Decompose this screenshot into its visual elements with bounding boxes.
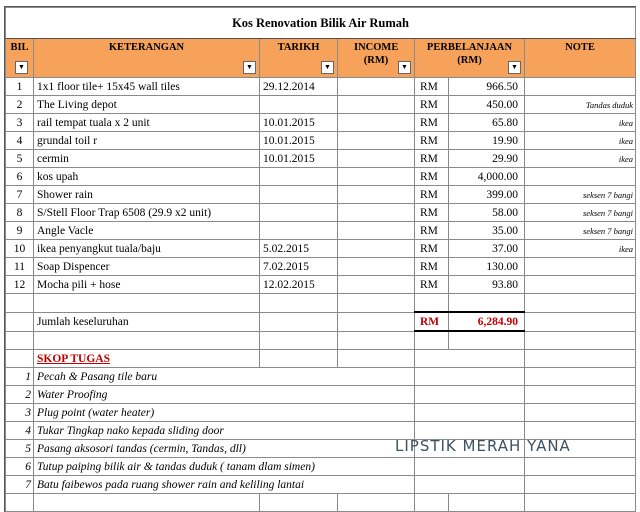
empty-cell[interactable] [525,294,636,313]
cell-rm[interactable]: RM [415,150,449,168]
empty-cell[interactable] [415,386,525,404]
empty-cell[interactable] [415,294,449,313]
total-rm[interactable]: RM [415,312,449,331]
empty-cell[interactable] [338,294,415,313]
empty-cell[interactable] [34,294,260,313]
table-row [6,114,636,132]
cell-income[interactable] [338,78,415,96]
empty-cell[interactable] [525,350,636,368]
cell-amount[interactable]: 65.80 [449,114,525,132]
cell-bil[interactable]: 4 [6,132,34,150]
empty-cell[interactable] [415,350,525,368]
cell-rm[interactable]: RM [415,78,449,96]
cell-keterangan[interactable]: ikea penyangkut tuala/baju [34,240,260,258]
empty-cell[interactable] [6,312,34,331]
empty-cell[interactable] [449,494,525,512]
header-bil: BIL ▼ [6,39,34,78]
empty-cell[interactable] [6,331,34,350]
empty-cell[interactable] [34,331,260,350]
filter-dropdown-icon[interactable]: ▼ [15,61,28,74]
skop-item-row [6,476,636,494]
cell-note[interactable] [525,168,636,186]
skop-item-text[interactable]: Batu faibewos pada ruang shower rain and keliling lantai [34,476,415,494]
empty-cell[interactable] [260,331,338,350]
cell-tarikh[interactable]: 5.02.2015 [260,240,338,258]
cell-note[interactable] [525,258,636,276]
empty-cell[interactable] [415,404,525,422]
cell-note[interactable]: ikea [525,132,636,150]
skop-item-text[interactable]: Pecah & Pasang tile baru [34,368,415,386]
cell-keterangan[interactable]: rail tempat tuala x 2 unit [34,114,260,132]
cell-amount[interactable]: 130.00 [449,258,525,276]
empty-cell[interactable] [415,368,525,386]
cell-income[interactable] [338,240,415,258]
empty-cell[interactable] [525,331,636,350]
cell-income[interactable] [338,168,415,186]
cell-note[interactable]: seksen 7 bangi [525,222,636,240]
cell-bil[interactable]: 7 [6,186,34,204]
empty-cell[interactable] [525,386,636,404]
cell-amount[interactable]: 35.00 [449,222,525,240]
filter-dropdown-icon[interactable]: ▼ [321,61,334,74]
cell-rm[interactable]: RM [415,222,449,240]
empty-row [6,494,636,512]
cell-rm[interactable]: RM [415,240,449,258]
skop-item-number[interactable]: 2 [6,386,34,404]
watermark: LIPSTIK MERAH YANA [395,437,571,455]
cell-amount[interactable]: 29.90 [449,150,525,168]
cell-amount[interactable]: 58.00 [449,204,525,222]
table-row [6,276,636,294]
cell-note[interactable]: seksen 7 bangi [525,204,636,222]
cell-amount[interactable]: 37.00 [449,240,525,258]
cell-keterangan[interactable]: Shower rain [34,186,260,204]
cell-bil[interactable]: 3 [6,114,34,132]
header-note: NOTE [525,39,636,78]
empty-cell[interactable] [415,458,525,476]
skop-item-number[interactable]: 3 [6,404,34,422]
cell-note[interactable] [525,78,636,96]
skop-item-text[interactable]: Pasang aksosori tandas (cermin, Tandas, dll) [34,440,415,458]
cell-bil[interactable]: 8 [6,204,34,222]
cell-bil[interactable]: 2 [6,96,34,114]
cell-tarikh[interactable]: 12.02.2015 [260,276,338,294]
skop-item-number[interactable]: 4 [6,422,34,440]
cell-tarikh[interactable] [260,186,338,204]
table-row [6,186,636,204]
cell-amount[interactable]: 19.90 [449,132,525,150]
cell-note[interactable]: ikea [525,114,636,132]
skop-item-row [6,458,636,476]
total-amount[interactable]: 6,284.90 [449,312,525,331]
empty-cell[interactable] [260,312,338,331]
cell-amount[interactable]: 93.80 [449,276,525,294]
cell-amount[interactable]: 450.00 [449,96,525,114]
cell-bil[interactable]: 12 [6,276,34,294]
cell-bil[interactable]: 9 [6,222,34,240]
cell-tarikh[interactable]: 29.12.2014 [260,78,338,96]
cell-note[interactable]: ikea [525,150,636,168]
cell-note[interactable]: seksen 7 bangi [525,186,636,204]
skop-item-number[interactable]: 7 [6,476,34,494]
cell-note[interactable]: Tandas duduk [525,96,636,114]
empty-cell[interactable] [525,458,636,476]
header-row [6,39,636,78]
cell-tarikh[interactable] [260,204,338,222]
table-row [6,96,636,114]
cell-bil[interactable]: 10 [6,240,34,258]
skop-heading-row [6,350,636,368]
skop-item-text[interactable]: Tukar Tingkap nako kepada sliding door [34,422,415,440]
cell-keterangan[interactable]: 1x1 floor tile+ 15x45 wall tiles [34,78,260,96]
filter-dropdown-icon[interactable]: ▼ [508,61,521,74]
table-row [6,222,636,240]
cell-rm[interactable]: RM [415,96,449,114]
cell-keterangan[interactable]: cermin [34,150,260,168]
cell-income[interactable] [338,204,415,222]
cell-bil[interactable]: 5 [6,150,34,168]
cell-keterangan[interactable]: kos upah [34,168,260,186]
skop-item-row [6,386,636,404]
cell-note[interactable] [525,276,636,294]
cell-rm[interactable]: RM [415,258,449,276]
cell-rm[interactable]: RM [415,114,449,132]
cell-income[interactable] [338,186,415,204]
spreadsheet [4,6,636,512]
empty-cell[interactable] [6,350,34,368]
table-row [6,240,636,258]
cell-keterangan[interactable]: The Living depot [34,96,260,114]
empty-cell[interactable] [338,312,415,331]
skop-heading[interactable]: SKOP TUGAS [34,350,260,368]
cell-bil[interactable]: 1 [6,78,34,96]
cell-amount[interactable]: 399.00 [449,186,525,204]
cell-tarikh[interactable] [260,222,338,240]
cell-keterangan[interactable]: Angle Vacle [34,222,260,240]
cell-rm[interactable]: RM [415,186,449,204]
skop-item-number[interactable]: 1 [6,368,34,386]
skop-item-row [6,404,636,422]
cell-tarikh[interactable] [260,168,338,186]
table-row [6,150,636,168]
cell-tarikh[interactable] [260,96,338,114]
cell-tarikh[interactable]: 10.01.2015 [260,114,338,132]
cell-keterangan[interactable]: Mocha pili + hose [34,276,260,294]
empty-cell[interactable] [449,331,525,350]
empty-cell[interactable] [338,331,415,350]
cell-rm[interactable]: RM [415,168,449,186]
empty-cell[interactable] [449,294,525,313]
empty-cell[interactable] [525,404,636,422]
table-row [6,132,636,150]
cell-income[interactable] [338,276,415,294]
filter-dropdown-icon[interactable]: ▼ [243,61,256,74]
header-keterangan: KETERANGAN ▼ [34,39,260,78]
cell-keterangan[interactable]: S/Stell Floor Trap 6508 (29.9 x2 unit) [34,204,260,222]
cell-keterangan[interactable]: Soap Dispencer [34,258,260,276]
skop-item-text[interactable]: Tutup paiping bilik air & tandas duduk ( tanam dlam simen) [34,458,415,476]
skop-item-number[interactable]: 6 [6,458,34,476]
skop-item-row [6,368,636,386]
cell-amount[interactable]: 4,000.00 [449,168,525,186]
skop-item-number[interactable]: 5 [6,440,34,458]
empty-cell[interactable] [34,494,260,512]
cell-amount[interactable]: 966.50 [449,78,525,96]
cell-tarikh[interactable]: 7.02.2015 [260,258,338,276]
sheet-title: Kos Renovation Bilik Air Rumah [6,8,636,39]
empty-cell[interactable] [525,494,636,512]
skop-item-text[interactable]: Water Proofing [34,386,415,404]
cell-income[interactable] [338,258,415,276]
empty-cell[interactable] [525,312,636,331]
empty-cell[interactable] [6,494,34,512]
empty-cell[interactable] [415,494,449,512]
skop-item-text[interactable]: Plug point (water heater) [34,404,415,422]
cell-bil[interactable]: 6 [6,168,34,186]
cell-rm[interactable]: RM [415,276,449,294]
cell-tarikh[interactable]: 10.01.2015 [260,150,338,168]
cell-income[interactable] [338,96,415,114]
cell-income[interactable] [338,222,415,240]
cell-income[interactable] [338,132,415,150]
cell-bil[interactable]: 11 [6,258,34,276]
empty-cell[interactable] [525,476,636,494]
empty-cell[interactable] [415,476,525,494]
empty-cell[interactable] [260,294,338,313]
empty-cell[interactable] [338,494,415,512]
cell-income[interactable] [338,114,415,132]
table-row [6,168,636,186]
header-income: INCOME (RM) ▼ [338,39,415,78]
total-row [6,312,636,331]
table-row [6,258,636,276]
empty-cell[interactable] [6,294,34,313]
empty-row [6,294,636,313]
empty-cell[interactable] [415,331,449,350]
cell-income[interactable] [338,150,415,168]
cell-keterangan[interactable]: grundal toil r [34,132,260,150]
table-row [6,78,636,96]
empty-cell[interactable] [260,350,338,368]
table-row [6,204,636,222]
cell-tarikh[interactable]: 10.01.2015 [260,132,338,150]
empty-cell[interactable] [338,350,415,368]
empty-cell[interactable] [525,368,636,386]
filter-dropdown-icon[interactable]: ▼ [398,61,411,74]
empty-row [6,331,636,350]
cell-note[interactable]: ikea [525,240,636,258]
cell-rm[interactable]: RM [415,132,449,150]
empty-cell[interactable] [260,494,338,512]
cell-rm[interactable]: RM [415,204,449,222]
header-perbelanjaan: PERBELANJAAN (RM) ▼ [415,39,525,78]
header-tarikh: TARIKH ▼ [260,39,338,78]
total-label[interactable]: Jumlah keseluruhan [34,312,260,331]
